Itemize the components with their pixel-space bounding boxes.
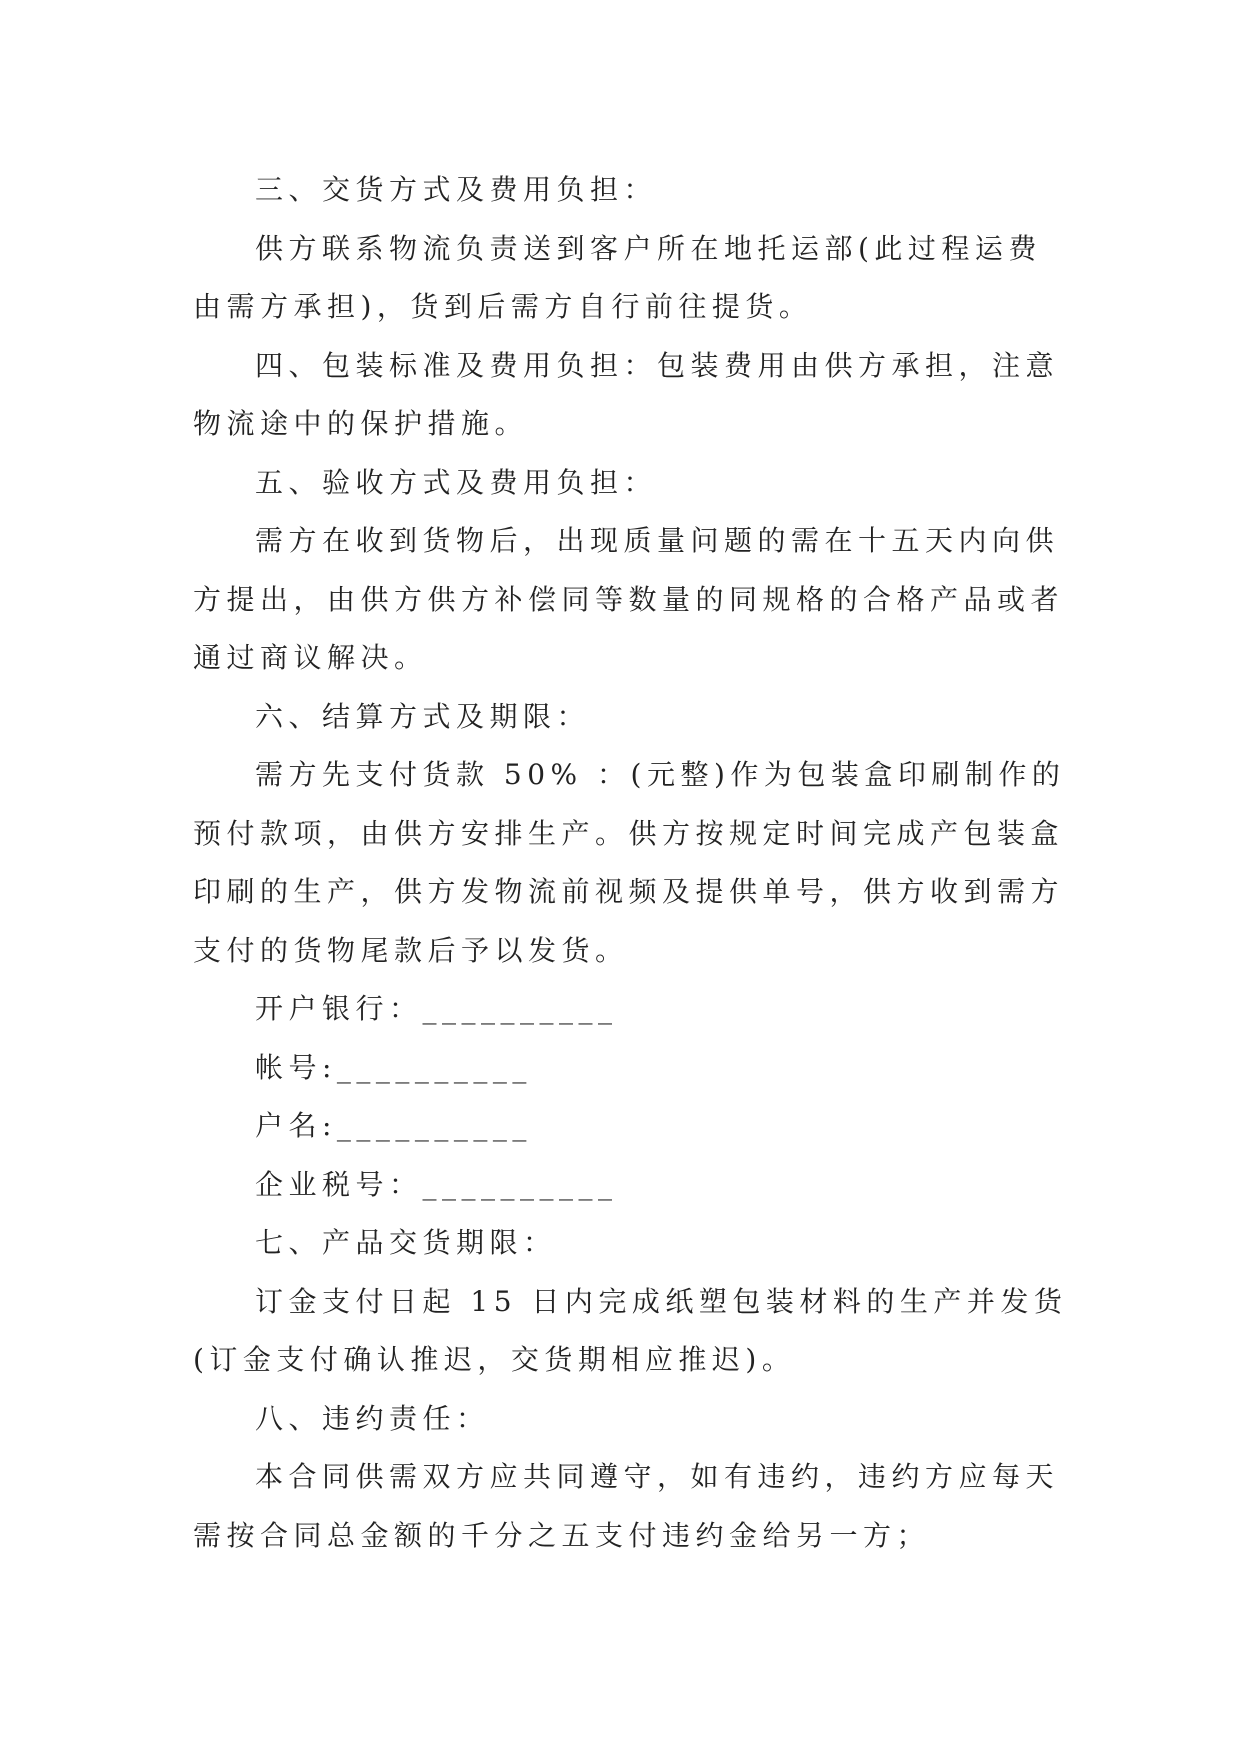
section-heading-settlement: 六、结算方式及期限： [255,699,591,733]
paragraph-acceptance-line: 通过商议解决。 [193,641,428,674]
paragraph-delivery-line: 由需方承担)，货到后需方自行前往提货。 [193,290,813,323]
account-name-field: 户名:__________ [255,1109,532,1142]
paragraph-packaging-line: 物流途中的保护措施。 [193,407,529,440]
paragraph-liability-line: 本合同供需双方应共同遵守，如有违约，违约方应每天 [255,1460,1060,1493]
account-number-field: 帐号:__________ [255,1050,532,1084]
section-heading-delivery: 三、交货方式及费用负担： [255,173,658,206]
paragraph-liability-line: 需按合同总金额的千分之五支付违约金给另一方； [193,1518,931,1552]
tax-id-field: 企业税号：__________ [255,1167,618,1201]
section-heading-packaging: 四、包装标准及费用负担：包装费用由供方承担，注意 [255,348,1060,382]
paragraph-settlement-line: 支付的货物尾款后予以发货。 [193,933,629,967]
paragraph-acceptance-line: 方提出，由供方供方补偿同等数量的同规格的合格产品或者 [193,582,1065,616]
contract-body [193,161,1068,1565]
section-heading-acceptance: 五、验收方式及费用负担： [255,465,658,499]
paragraph-acceptance-line: 需方在收到货物后，出现质量问题的需在十五天内向供 [255,524,1060,557]
section-heading-delivery-deadline: 七、产品交货期限： [255,1226,557,1259]
section-heading-liability: 八、违约责任： [255,1401,490,1435]
paragraph-delivery-line: 供方联系物流负责送到客户所在地托运部(此过程运费 [255,231,1042,265]
paragraph-deadline-line: 订金支付日起 15 日内完成纸塑包装材料的生产并发货 [255,1284,1068,1318]
paragraph-settlement-line: 预付款项，由供方安排生产。供方按规定时间完成产包装盒 [193,816,1065,850]
paragraph-deadline-line: (订金支付确认推迟，交货期相应推迟)。 [193,1343,796,1376]
bank-field: 开户银行：__________ [255,992,618,1025]
paragraph-settlement-line: 需方先支付货款 50% ：(元整)作为包装盒印刷制作的 [255,758,1066,791]
paragraph-settlement-line: 印刷的生产，供方发物流前视频及提供单号，供方收到需方 [193,875,1065,908]
